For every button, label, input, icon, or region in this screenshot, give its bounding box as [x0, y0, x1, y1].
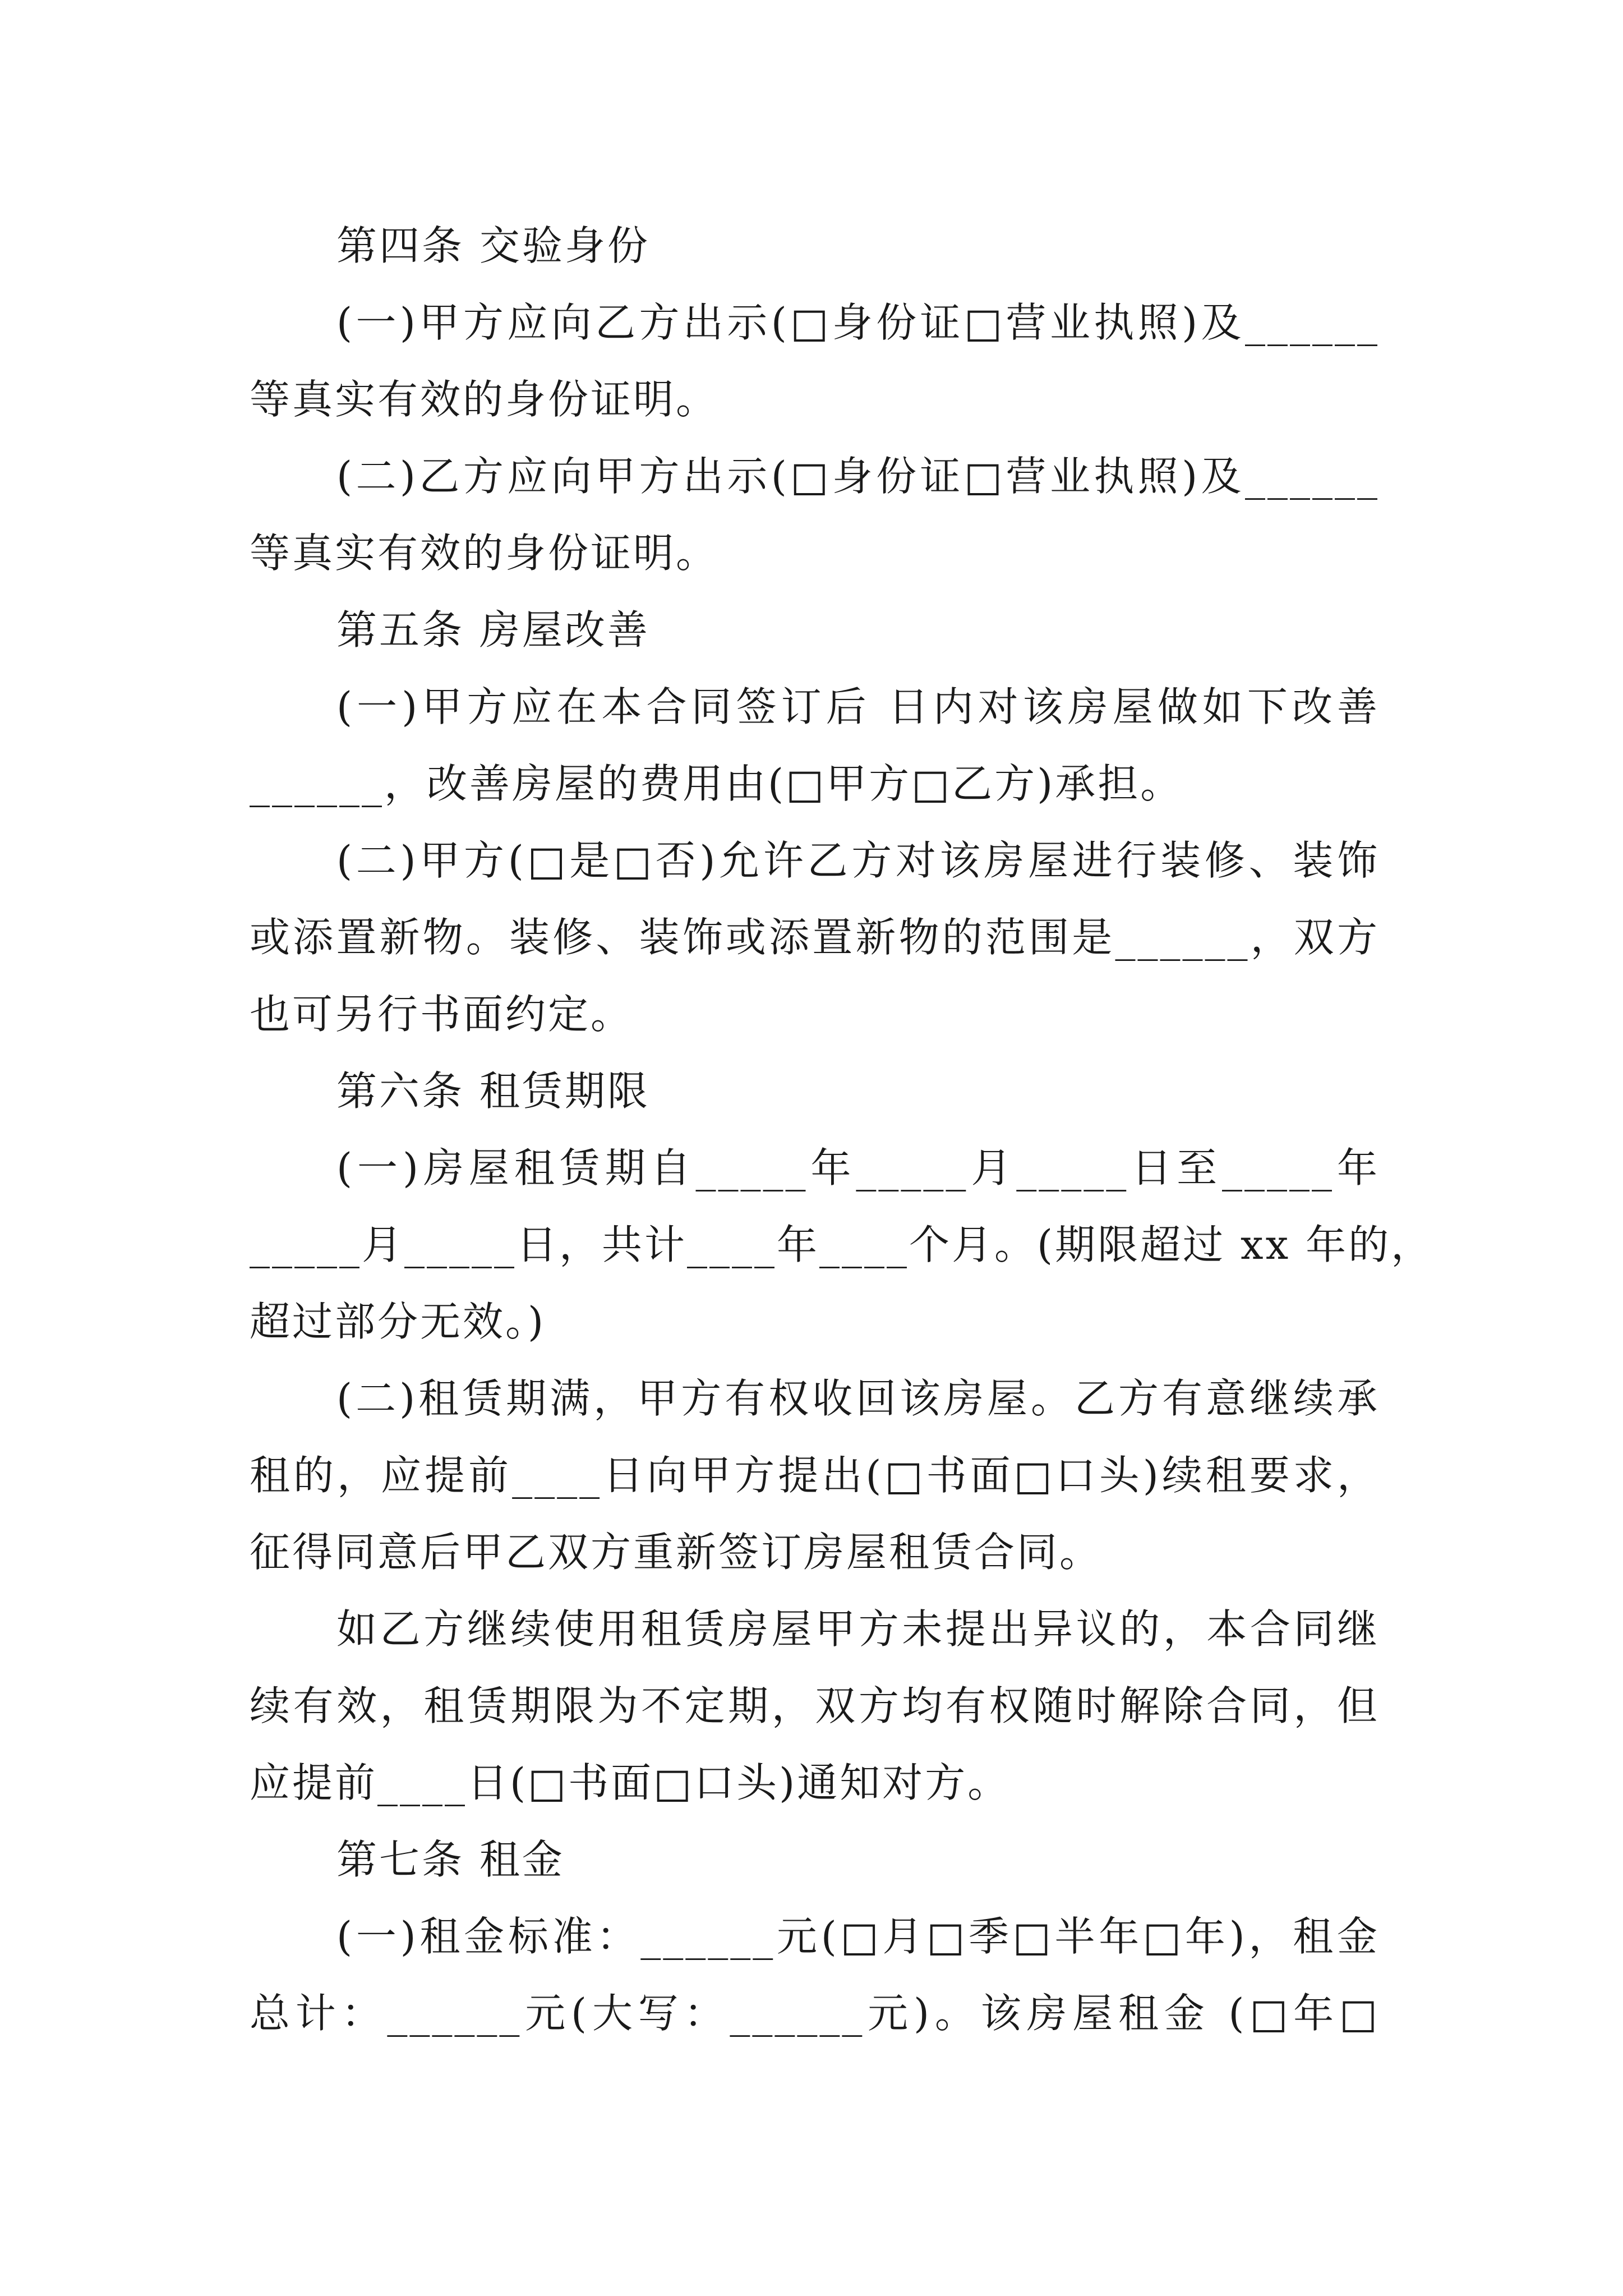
article-6-clause-2-line-2: 租的，应提前____日向甲方提出(□书面□口头)续租要求，	[250, 1452, 1380, 1499]
article-4-heading: 第四条 交验身份	[336, 222, 650, 269]
article-6-clause-1-line-2: _____月_____日，共计____年____个月。(期限超过 xx 年的，	[250, 1221, 1434, 1268]
article-5-clause-1-line-1: (一)甲方应在本合同签订后 日内对该房屋做如下改善	[336, 683, 1380, 730]
article-4-clause-2-line-2: 等真实有效的身份证明。	[250, 530, 719, 577]
contract-body	[250, 208, 1434, 2052]
article-7-clause-1-line-2: 总计：______元(大写：______元)。该房屋租金 (□年□	[250, 1990, 1380, 2037]
article-5-clause-1-line-2: ______，改善房屋的费用由(□甲方□乙方)承担。	[250, 760, 1183, 807]
article-4-clause-2-line-1: (二)乙方应向甲方出示(□身份证□营业执照)及______	[336, 453, 1380, 500]
article-7-heading: 第七条 租金	[336, 1836, 565, 1883]
article-5-clause-2-line-1: (二)甲方(□是□否)允许乙方对该房屋进行装修、装饰	[336, 837, 1380, 884]
article-4-clause-1-line-1: (一)甲方应向乙方出示(□身份证□营业执照)及______	[336, 299, 1380, 346]
article-6-clause-3-line-3: 应提前____日(□书面□口头)通知对方。	[250, 1759, 1011, 1806]
article-6-clause-3-line-2: 续有效，租赁期限为不定期，双方均有权随时解除合同，但	[250, 1682, 1380, 1729]
article-7-clause-1-line-1: (一)租金标准：______元(□月□季□半年□年)，租金	[336, 1913, 1380, 1960]
article-6-clause-1-line-1: (一)房屋租赁期自_____年_____月_____日至_____年	[336, 1144, 1380, 1191]
article-5-heading: 第五条 房屋改善	[336, 606, 650, 654]
article-6-clause-1-line-3: 超过部分无效。)	[250, 1298, 546, 1345]
article-4-clause-1-line-2: 等真实有效的身份证明。	[250, 376, 719, 423]
article-5-clause-2-line-3: 也可另行书面约定。	[250, 991, 634, 1038]
article-6-clause-2-line-3: 征得同意后甲乙双方重新签订房屋租赁合同。	[250, 1529, 1103, 1576]
article-6-heading: 第六条 租赁期限	[336, 1068, 650, 1115]
article-5-clause-2-line-2: 或添置新物。装修、装饰或添置新物的范围是______，双方	[250, 914, 1380, 961]
article-6-clause-2-line-1: (二)租赁期满，甲方有权收回该房屋。乙方有意继续承	[336, 1375, 1380, 1422]
article-6-clause-3-line-1: 如乙方继续使用租赁房屋甲方未提出异议的，本合同继	[336, 1605, 1380, 1653]
